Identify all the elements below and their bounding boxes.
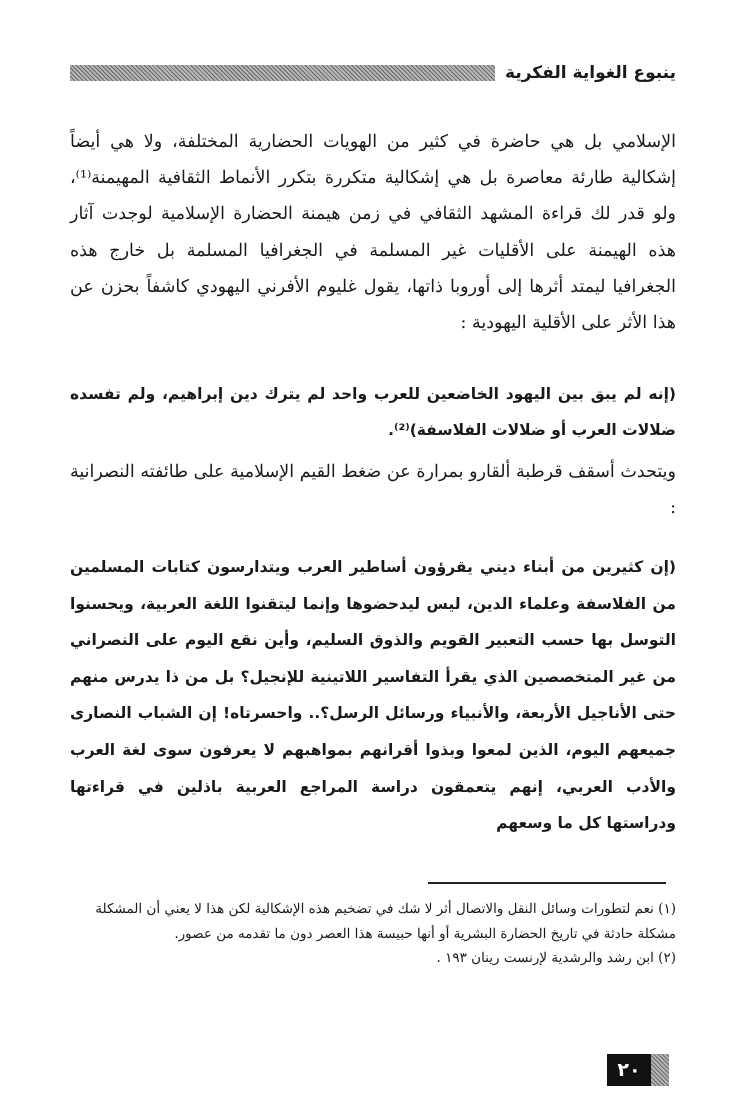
page-number-badge [607, 1052, 669, 1088]
footnotes [70, 897, 676, 971]
body-paragraph-2: ويتحدث أسقف قرطبة ألقارو بمرارة عن ضغط القيم الإسلامية على طائفته النصرانية : [70, 462, 676, 518]
block-quote-2: (إن كثيرين من أبناء ديني يقرؤون أساطير العرب ويتدارسون كتابات المسلمين من الفلاسفة وعلماء الدين، ليس ليدحضوها وإنما ليتقنوا اللغة العربية، ويحسنوا التوسل بها حسب التعبير القويم والذوق السليم، وأين نقع اليوم على النصراني من غير المتخصصين الذي يقرأ التفاسير اللاتينية للإنجيل؟ بل من ذا يدرس منهم حتى الأناجيل الأربعة، والأنبياء ورسائل الرسل؟.. واحسرتاه! إن الشباب النصارى جميعهم اليوم، الذين لمعوا وبذوا أقرانهم بمواهبهم لا يعرفون سوى لغة العرب والأدب العربي، إنهم يتعمقون دراسة المراجع العربية باذلين في قراءتها ودراستها كل ما وسعهم [70, 558, 676, 833]
header-decorative-bar [70, 65, 495, 81]
footnote-2: (٢) ابن رشد والرشدية لإرنست رينان ١٩٣ . [436, 950, 676, 966]
body-paragraph-1: الإسلامي بل هي حاضرة في كثير من الهويات الحضارية المختلفة، ولا هي أيضاً إشكالية طارئة معاصرة بل هي إشكالية متكررة بتكرر الأنماط الثقافية المهيمنة⁽¹⁾، ولو قدر لك قراءة المشهد الثقافي في زمن هيمنة الحضارة الإسلامية لوجدت آثار هذه الهيمنة على الأقليات غير المسلمة في الجغرافيا المسلمة بل خارج هذه الجغرافيا ليمتد أثرها إلى أوروبا ذاتها، يقول غليوم الأفرني اليهودي كاشفاً بحزن عن هذا الأثر على الأقلية اليهودية : [70, 132, 676, 334]
footnote-1: (١) نعم لتطورات وسائل النقل والاتصال أثر لا شك في تضخيم هذه الإشكالية لكن هذا لا يعني أن المشكلة مشكلة حادثة في تاريخ الحضارة البشرية أو أنها حبيسة هذا العصر دون ما تقدمه من عصور. [95, 901, 676, 942]
running-header-title: ينبوع الغواية الفكرية [505, 63, 676, 83]
page-number-decoration [651, 1054, 669, 1086]
page-number: ٢٠ [607, 1054, 651, 1086]
footnote-separator [428, 882, 666, 884]
block-quote-1: (إنه لم يبق بين اليهود الخاضعين للعرب واحد لم يترك دين إبراهيم، ولم تفسده ضلالات العرب أو ضلالات الفلاسفة)⁽²⁾. [70, 385, 676, 439]
running-header [70, 62, 676, 84]
